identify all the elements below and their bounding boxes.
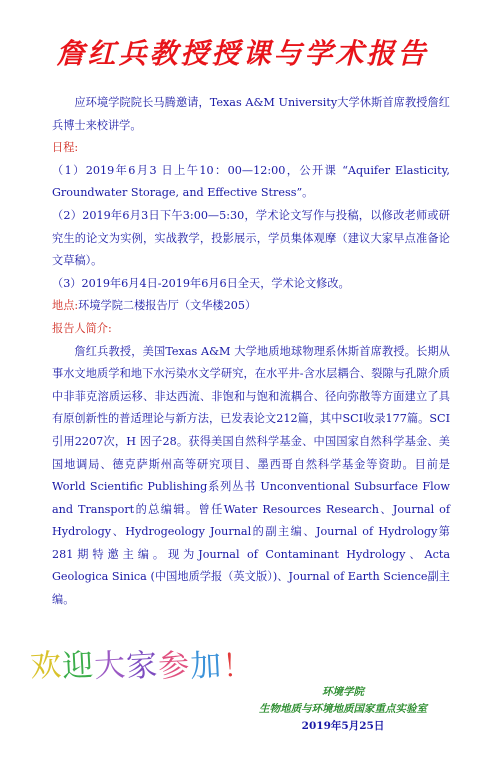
welcome-char: 大 bbox=[93, 647, 128, 685]
welcome-char: ！ bbox=[221, 647, 256, 685]
welcome-char: 迎 bbox=[61, 647, 96, 685]
page-title: 詹红兵教授授课与学术报告 bbox=[56, 37, 429, 70]
schedule-item-1: （1）2019年6月3 日上午10：00—12:00，公开课 “Aquifer Elasticity, Groundwater Storage, and Effective Stress”。 bbox=[52, 163, 450, 200]
location-value: 环境学院二楼报告厅（文华楼205） bbox=[78, 299, 257, 313]
location-line bbox=[52, 295, 450, 318]
schedule-label: 日程: bbox=[52, 141, 79, 155]
sign-date: 2019年5月25日 bbox=[301, 720, 385, 732]
location-label: 地点: bbox=[52, 299, 79, 313]
bio-label: 报告人简介: bbox=[52, 321, 112, 335]
schedule-item-2: （2）2019年6月3日下午3:00—5:30，学术论文写作与投稿，以修改老师或研究生的论文为实例，实战教学，投影展示，学员集体观摩（建议大家早点准备论文草稿）。 bbox=[52, 208, 450, 268]
welcome-char: 参 bbox=[157, 647, 192, 685]
schedule-item-3: （3）2019年6月4日-2019年6月6日全天，学术论文修改。 bbox=[52, 276, 350, 290]
signature-block bbox=[259, 684, 427, 735]
sign-lab: 生物地质与环境地质国家重点实验室 bbox=[259, 703, 427, 715]
sign-dept: 环境学院 bbox=[322, 686, 364, 698]
welcome-char: 加 bbox=[189, 647, 224, 685]
intro-paragraph: 应环境学院院长马腾邀请，Texas A&M University大学休斯首席教授詹红兵博士来校讲学。 bbox=[52, 96, 450, 132]
welcome-char: 家 bbox=[125, 647, 160, 685]
announcement-body bbox=[52, 92, 450, 612]
bio-paragraph: 詹红兵教授，美国Texas A&M 大学地质地球物理系休斯首席教授。长期从事水文地质学和地下水污染水文学研究，在水平井-含水层耦合、裂隙与孔隙介质中非菲克溶质运移、非达西流、非饱和与饱和流耦合、径向弥散等方面建立了具有原创新性的普适理论与新方法，已发表论文212篇，其中SCI收录177篇。SCI 引用2207次，H 因子28。获得美国自然科学基金、中国国家自然科学基金、美国地调局、德克萨斯州高等研究项目、墨西哥自然科学基金等资助。目前是World Scientific Publishing系列丛书 Unconventional Subsurface Flow and Transport的总编辑。曾任Water Resources Research、Journal of Hydrology、Hydrogeology Journal的副主编、Journal of Hydrology第281期特邀主编。现为Journal of Contaminant Hydrology、Acta Geologica Sinica (中国地质学报（英文版）)、Journal of Earth Science副主编。 bbox=[52, 344, 450, 607]
welcome-char: 欢 bbox=[29, 647, 64, 685]
welcome-banner bbox=[30, 640, 254, 685]
